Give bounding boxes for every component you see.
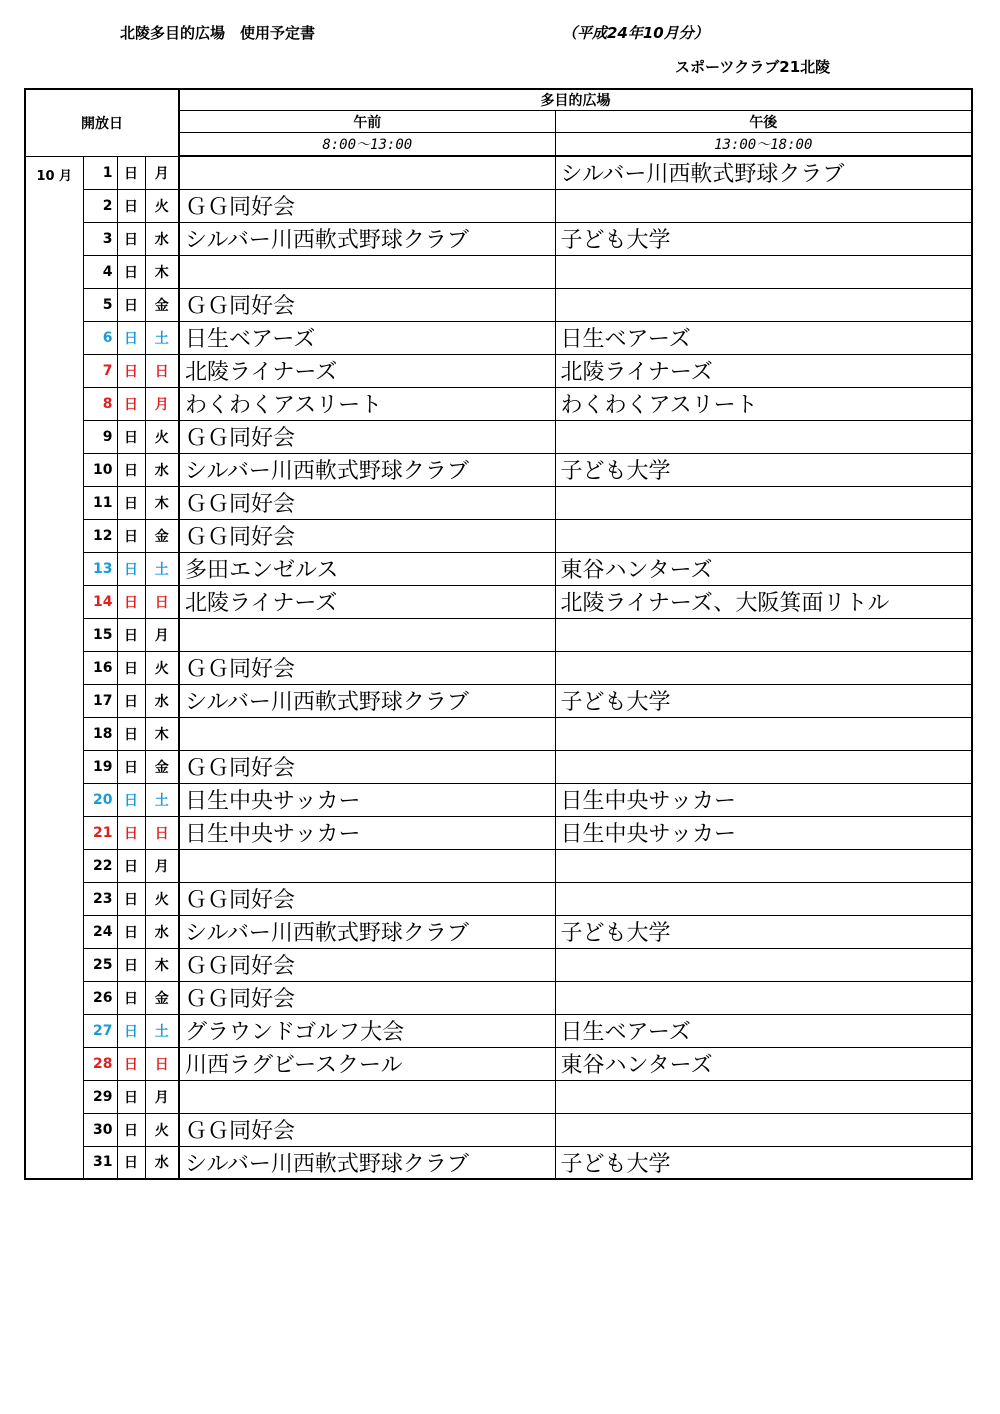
morning-event: ＧＧ同好会 — [179, 420, 555, 453]
day-number: 13 — [83, 552, 117, 585]
afternoon-event: 子ども大学 — [555, 222, 972, 255]
weekday: 金 — [145, 288, 179, 321]
weekday: 土 — [145, 783, 179, 816]
afternoon-event — [555, 651, 972, 684]
table-row — [25, 453, 972, 486]
table-row — [25, 222, 972, 255]
table-row — [25, 585, 972, 618]
afternoon-event — [555, 948, 972, 981]
table-row — [25, 948, 972, 981]
table-row — [25, 189, 972, 222]
day-unit: 日 — [117, 915, 145, 948]
weekday: 月 — [145, 387, 179, 420]
day-number: 3 — [83, 222, 117, 255]
morning-event: 日生中央サッカー — [179, 816, 555, 849]
morning-event — [179, 255, 555, 288]
table-row — [25, 717, 972, 750]
day-number: 19 — [83, 750, 117, 783]
table-row — [25, 1113, 972, 1146]
table-row — [25, 750, 972, 783]
morning-event — [179, 717, 555, 750]
weekday: 月 — [145, 618, 179, 651]
weekday: 水 — [145, 222, 179, 255]
afternoon-event: 子ども大学 — [555, 453, 972, 486]
weekday: 木 — [145, 486, 179, 519]
afternoon-event: 子ども大学 — [555, 684, 972, 717]
afternoon-header: 午後 — [555, 111, 972, 133]
day-number: 2 — [83, 189, 117, 222]
weekday: 金 — [145, 519, 179, 552]
day-number: 31 — [83, 1146, 117, 1179]
day-unit: 日 — [117, 222, 145, 255]
table-row — [25, 849, 972, 882]
afternoon-event — [555, 420, 972, 453]
morning-event: ＧＧ同好会 — [179, 189, 555, 222]
weekday: 木 — [145, 717, 179, 750]
table-row — [25, 1014, 972, 1047]
day-number: 9 — [83, 420, 117, 453]
day-number: 17 — [83, 684, 117, 717]
table-row — [25, 420, 972, 453]
day-unit: 日 — [117, 1047, 145, 1080]
day-number: 28 — [83, 1047, 117, 1080]
day-unit: 日 — [117, 354, 145, 387]
afternoon-time-header: 13:00～18:00 — [555, 133, 972, 157]
weekday: 月 — [145, 849, 179, 882]
afternoon-event — [555, 288, 972, 321]
weekday: 日 — [145, 816, 179, 849]
morning-event — [179, 618, 555, 651]
schedule-table — [24, 88, 973, 1180]
day-unit: 日 — [117, 618, 145, 651]
day-number: 26 — [83, 981, 117, 1014]
afternoon-event: シルバー川西軟式野球クラブ — [555, 156, 972, 189]
day-number: 14 — [83, 585, 117, 618]
afternoon-event — [555, 618, 972, 651]
morning-event: シルバー川西軟式野球クラブ — [179, 453, 555, 486]
day-unit: 日 — [117, 684, 145, 717]
day-unit: 日 — [117, 816, 145, 849]
day-number: 22 — [83, 849, 117, 882]
table-row — [25, 618, 972, 651]
weekday: 木 — [145, 255, 179, 288]
day-number: 18 — [83, 717, 117, 750]
organization-name: スポーツクラブ21北陵 — [675, 58, 831, 76]
morning-event — [179, 156, 555, 189]
afternoon-event — [555, 486, 972, 519]
afternoon-event: 北陵ライナーズ — [555, 354, 972, 387]
morning-event: ＧＧ同好会 — [179, 948, 555, 981]
weekday: 月 — [145, 156, 179, 189]
morning-event: グラウンドゴルフ大会 — [179, 1014, 555, 1047]
afternoon-event: 日生中央サッカー — [555, 783, 972, 816]
table-row — [25, 915, 972, 948]
day-number: 24 — [83, 915, 117, 948]
weekday: 火 — [145, 189, 179, 222]
month-label: （平成24年10月分） — [562, 24, 709, 42]
weekday: 金 — [145, 981, 179, 1014]
afternoon-event: 日生ベアーズ — [555, 321, 972, 354]
day-unit: 日 — [117, 849, 145, 882]
table-row — [25, 1047, 972, 1080]
day-number: 8 — [83, 387, 117, 420]
day-unit: 日 — [117, 1113, 145, 1146]
afternoon-event — [555, 1113, 972, 1146]
table-row — [25, 816, 972, 849]
day-number: 29 — [83, 1080, 117, 1113]
afternoon-event: 子ども大学 — [555, 1146, 972, 1179]
table-row — [25, 486, 972, 519]
day-unit: 日 — [117, 948, 145, 981]
day-number: 1 — [83, 156, 117, 189]
weekday: 日 — [145, 354, 179, 387]
morning-event: ＧＧ同好会 — [179, 750, 555, 783]
morning-event: シルバー川西軟式野球クラブ — [179, 222, 555, 255]
day-unit: 日 — [117, 585, 145, 618]
day-unit: 日 — [117, 1146, 145, 1179]
afternoon-event — [555, 717, 972, 750]
afternoon-event: 北陵ライナーズ、大阪箕面リトル — [555, 585, 972, 618]
document-title: 北陵多目的広場 使用予定書 — [120, 24, 316, 42]
day-unit: 日 — [117, 981, 145, 1014]
day-unit: 日 — [117, 189, 145, 222]
table-row — [25, 882, 972, 915]
day-number: 27 — [83, 1014, 117, 1047]
morning-event: シルバー川西軟式野球クラブ — [179, 915, 555, 948]
weekday: 月 — [145, 1080, 179, 1113]
day-number: 12 — [83, 519, 117, 552]
afternoon-event — [555, 882, 972, 915]
day-number: 10 — [83, 453, 117, 486]
morning-event: 日生ベアーズ — [179, 321, 555, 354]
table-row — [25, 354, 972, 387]
day-number: 15 — [83, 618, 117, 651]
morning-event: 多田エンゼルス — [179, 552, 555, 585]
day-unit: 日 — [117, 288, 145, 321]
morning-header: 午前 — [179, 111, 555, 133]
morning-event: ＧＧ同好会 — [179, 519, 555, 552]
day-number: 20 — [83, 783, 117, 816]
month-cell: 10 月 — [25, 156, 83, 1179]
table-row — [25, 387, 972, 420]
morning-event — [179, 1080, 555, 1113]
morning-event: 日生中央サッカー — [179, 783, 555, 816]
afternoon-event: 日生中央サッカー — [555, 816, 972, 849]
day-unit: 日 — [117, 420, 145, 453]
weekday: 水 — [145, 684, 179, 717]
morning-event: 川西ラグビースクール — [179, 1047, 555, 1080]
day-unit: 日 — [117, 750, 145, 783]
morning-event: 北陵ライナーズ — [179, 354, 555, 387]
day-number: 7 — [83, 354, 117, 387]
weekday: 火 — [145, 882, 179, 915]
weekday: 土 — [145, 552, 179, 585]
day-unit: 日 — [117, 882, 145, 915]
day-unit: 日 — [117, 486, 145, 519]
day-unit: 日 — [117, 519, 145, 552]
weekday: 木 — [145, 948, 179, 981]
table-row — [25, 981, 972, 1014]
day-unit: 日 — [117, 387, 145, 420]
morning-event: ＧＧ同好会 — [179, 486, 555, 519]
afternoon-event: 東谷ハンターズ — [555, 1047, 972, 1080]
day-number: 4 — [83, 255, 117, 288]
morning-event: ＧＧ同好会 — [179, 651, 555, 684]
morning-event: シルバー川西軟式野球クラブ — [179, 1146, 555, 1179]
day-unit: 日 — [117, 552, 145, 585]
afternoon-event: わくわくアスリート — [555, 387, 972, 420]
day-unit: 日 — [117, 321, 145, 354]
facility-header: 多目的広場 — [179, 89, 972, 111]
day-unit: 日 — [117, 453, 145, 486]
weekday: 水 — [145, 1146, 179, 1179]
weekday: 土 — [145, 1014, 179, 1047]
weekday: 水 — [145, 453, 179, 486]
morning-event: シルバー川西軟式野球クラブ — [179, 684, 555, 717]
table-row — [25, 156, 972, 189]
weekday: 金 — [145, 750, 179, 783]
weekday: 火 — [145, 1113, 179, 1146]
weekday: 火 — [145, 651, 179, 684]
afternoon-event — [555, 519, 972, 552]
day-unit: 日 — [117, 651, 145, 684]
table-row — [25, 255, 972, 288]
table-row — [25, 684, 972, 717]
afternoon-event: 日生ベアーズ — [555, 1014, 972, 1047]
day-unit: 日 — [117, 783, 145, 816]
table-row — [25, 651, 972, 684]
schedule-body — [25, 156, 972, 1179]
day-number: 30 — [83, 1113, 117, 1146]
table-row — [25, 1146, 972, 1179]
afternoon-event: 東谷ハンターズ — [555, 552, 972, 585]
afternoon-event — [555, 255, 972, 288]
day-unit: 日 — [117, 717, 145, 750]
open-day-header: 開放日 — [25, 89, 179, 156]
day-number: 16 — [83, 651, 117, 684]
weekday: 土 — [145, 321, 179, 354]
table-row — [25, 519, 972, 552]
day-number: 11 — [83, 486, 117, 519]
table-row — [25, 783, 972, 816]
morning-event: 北陵ライナーズ — [179, 585, 555, 618]
day-number: 6 — [83, 321, 117, 354]
morning-event: ＧＧ同好会 — [179, 981, 555, 1014]
table-row — [25, 1080, 972, 1113]
day-number: 5 — [83, 288, 117, 321]
day-unit: 日 — [117, 255, 145, 288]
afternoon-event — [555, 1080, 972, 1113]
morning-event: わくわくアスリート — [179, 387, 555, 420]
weekday: 日 — [145, 585, 179, 618]
morning-event: ＧＧ同好会 — [179, 288, 555, 321]
day-number: 21 — [83, 816, 117, 849]
weekday: 日 — [145, 1047, 179, 1080]
day-number: 25 — [83, 948, 117, 981]
table-row — [25, 288, 972, 321]
day-number: 23 — [83, 882, 117, 915]
afternoon-event — [555, 750, 972, 783]
day-unit: 日 — [117, 1080, 145, 1113]
morning-event: ＧＧ同好会 — [179, 882, 555, 915]
morning-event: ＧＧ同好会 — [179, 1113, 555, 1146]
afternoon-event — [555, 981, 972, 1014]
weekday: 火 — [145, 420, 179, 453]
afternoon-event — [555, 849, 972, 882]
afternoon-event — [555, 189, 972, 222]
day-unit: 日 — [117, 1014, 145, 1047]
table-row — [25, 321, 972, 354]
afternoon-event: 子ども大学 — [555, 915, 972, 948]
table-row — [25, 552, 972, 585]
weekday: 水 — [145, 915, 179, 948]
day-unit: 日 — [117, 156, 145, 189]
morning-time-header: 8:00～13:00 — [179, 133, 555, 157]
morning-event — [179, 849, 555, 882]
